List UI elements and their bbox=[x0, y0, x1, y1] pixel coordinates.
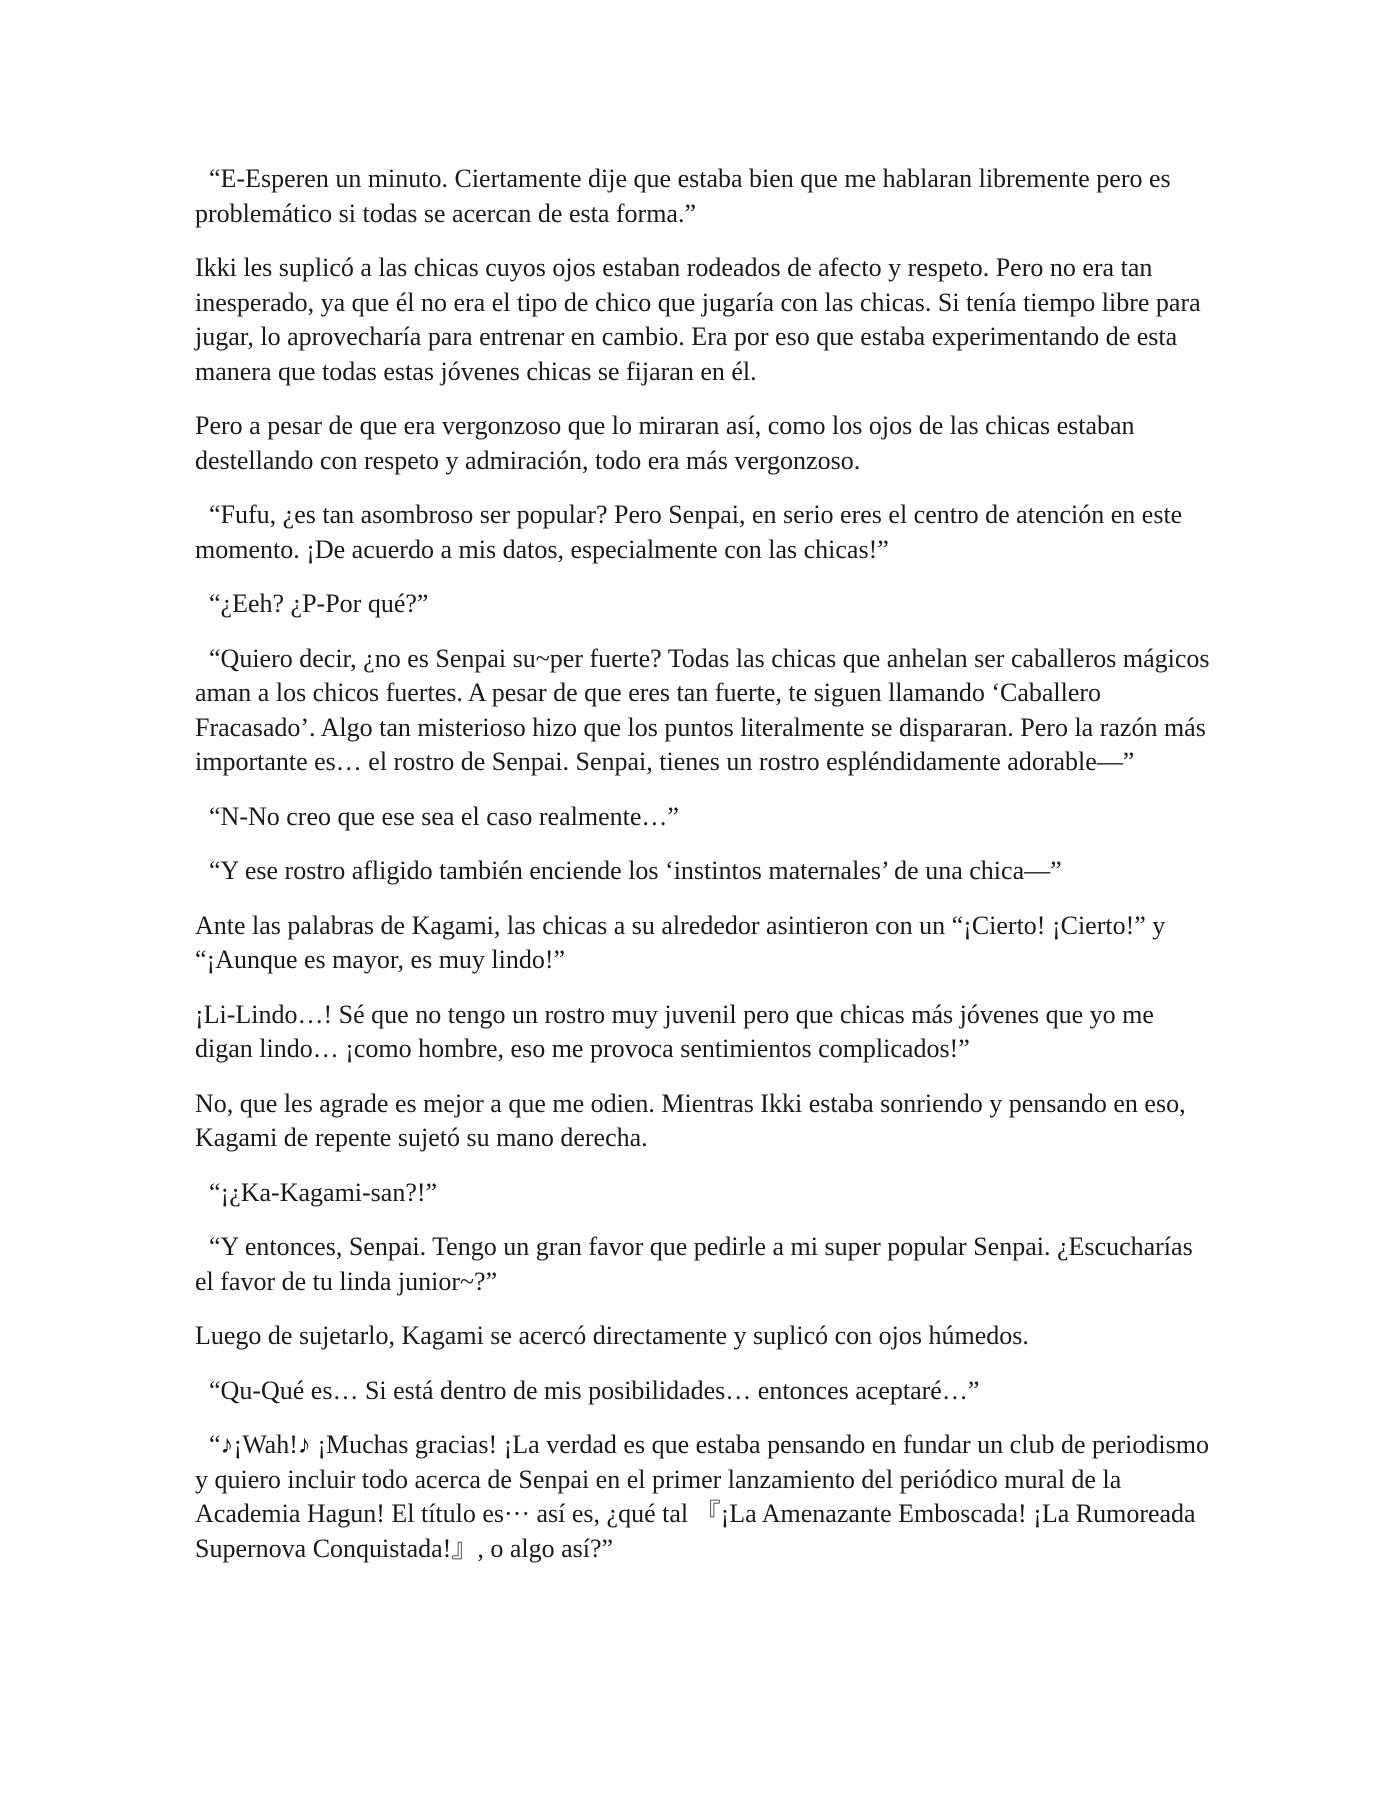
paragraph: “¡¿Ka-Kagami-san?!” bbox=[209, 1177, 438, 1207]
paragraph: “Y entonces, Senpai. Tengo un gran favor que pedirle a mi super popular Senpai. ¿Escucharías el favor de tu linda junior~?” bbox=[195, 1232, 1193, 1296]
paragraph: “♪¡Wah!♪ ¡Muchas gracias! ¡La verdad es que estaba pensando en fundar un club de periodismo y quiero incluir todo acerca de Senpai en el primer lanzamiento del periódico mural de la Academia Hagun! El título es··· así es, ¿qué tal 『¡La Amenazante Emboscada! ¡La Rumoreada Supernova Conquistada!』, o algo así?” bbox=[195, 1430, 1209, 1563]
paragraph: “N-No creo que ese sea el caso realmente…” bbox=[209, 801, 679, 831]
paragraph: “¿Eeh? ¿P-Por qué?” bbox=[209, 589, 429, 618]
paragraph: “Qu-Qué es… Si está dentro de mis posibilidades… entonces aceptaré…” bbox=[209, 1375, 980, 1405]
text-body bbox=[195, 162, 1215, 1586]
paragraph: Pero a pesar de que era vergonzoso que lo miraran así, como los ojos de las chicas estaban destellando con respeto y admiración, todo era más vergonzoso. bbox=[195, 411, 1135, 475]
paragraph: “E-Esperen un minuto. Ciertamente dije que estaba bien que me hablaran libremente pero es problemático si todas se acercan de esta forma.” bbox=[195, 164, 1171, 228]
paragraph: “Fufu, ¿es tan asombroso ser popular? Pero Senpai, en serio eres el centro de atención en este momento. ¡De acuerdo a mis datos, especialmente con las chicas!” bbox=[195, 500, 1183, 564]
paragraph: Luego de sujetarlo, Kagami se acercó directamente y suplicó con ojos húmedos. bbox=[195, 1321, 1029, 1350]
paragraph: “Quiero decir, ¿no es Senpai su~per fuerte? Todas las chicas que anhelan ser caballeros mágicos aman a los chicos fuertes. A pesar de que eres tan fuerte, te siguen llamando ‘Caballero Fracasado’. Algo tan misterioso hizo que los puntos literalmente se dispararan. Pero la razón más importante es… el rostro de Senpai. Senpai, tienes un rostro espléndidamente adorable—” bbox=[195, 643, 1210, 776]
paragraph: Ikki les suplicó a las chicas cuyos ojos estaban rodeados de afecto y respeto. Pero no era tan inesperado, ya que él no era el tipo de chico que jugaría con las chicas. Si tenía tiempo libre para jugar, lo aprovecharía para entrenar en cambio. Era por eso que estaba experimentando de esta manera que todas estas jóvenes chicas se fijaran en él. bbox=[195, 253, 1201, 386]
paragraph: No, que les agrade es mejor a que me odien. Mientras Ikki estaba sonriendo y pensando en eso, Kagami de repente sujetó su mano derecha. bbox=[195, 1088, 1186, 1152]
paragraph: ¡Li-Lindo…! Sé que no tengo un rostro muy juvenil pero que chicas más jóvenes que yo me digan lindo… ¡como hombre, eso me provoca sentimientos complicados!” bbox=[195, 999, 1154, 1063]
paragraph: Ante las palabras de Kagami, las chicas a su alrededor asintieron con un “¡Cierto! ¡Cierto!” y “¡Aunque es mayor, es muy lindo!” bbox=[195, 910, 1166, 974]
paragraph: “Y ese rostro afligido también enciende los ‘instintos maternales’ de una chica—” bbox=[209, 856, 1062, 885]
